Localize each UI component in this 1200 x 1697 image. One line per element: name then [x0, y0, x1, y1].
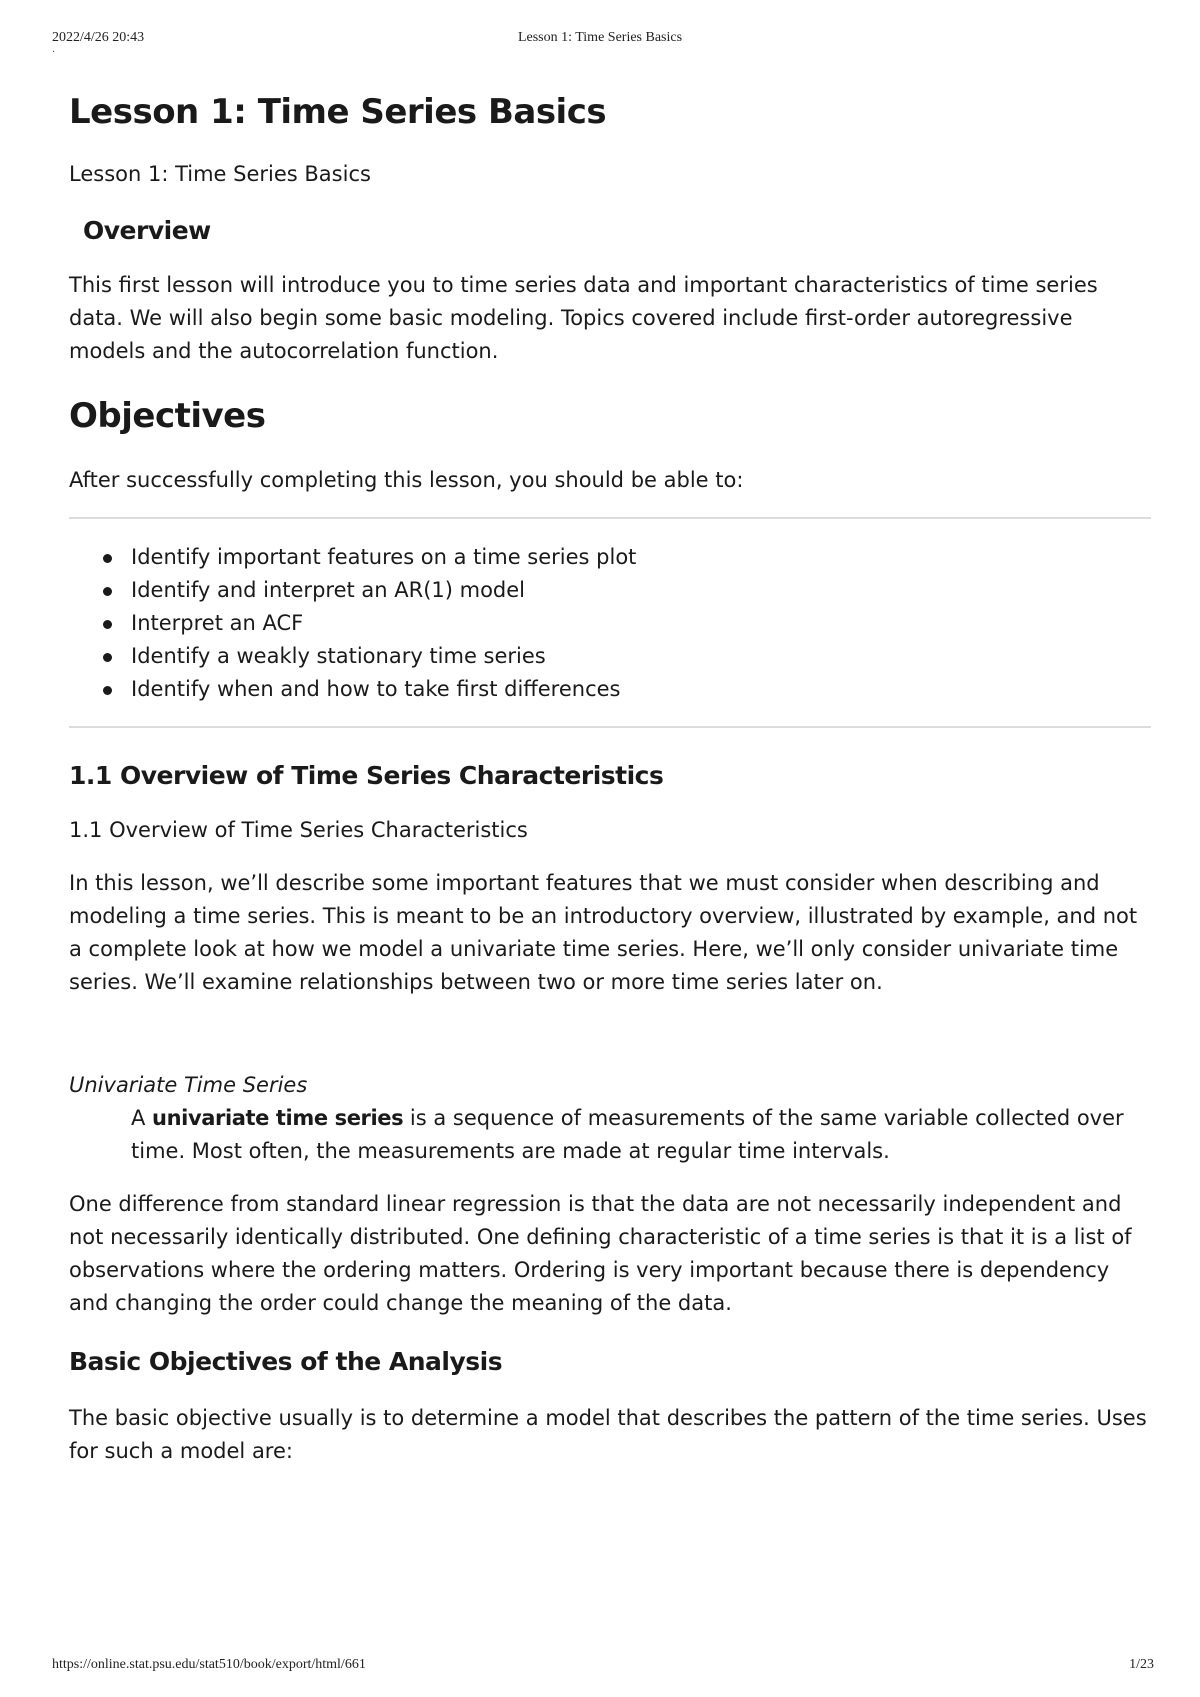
list-item: Interpret an ACF	[131, 607, 1149, 640]
print-title: Lesson 1: Time Series Basics	[517, 30, 683, 45]
section-1-1-paragraph: One difference from standard linear regression is that the data are not necessarily independent and not necessarily identically distributed. One defining characteristic of a time series is that it is a list of observations where the ordering matters. Ordering is very important because there is dependency and changing the order could change the meaning of the data.	[69, 1192, 1132, 1315]
lesson-content	[69, 88, 1149, 1468]
section-1-1-subtitle: 1.1 Overview of Time Series Characteristics	[69, 818, 528, 842]
basic-objectives-heading: Basic Objectives of the Analysis	[69, 1347, 503, 1376]
objectives-list	[69, 541, 1149, 706]
definition-block	[69, 1069, 1149, 1168]
objectives-heading: Objectives	[69, 396, 266, 436]
print-page-number: 1/23	[1129, 1657, 1154, 1672]
objectives-intro: After successfully completing this lesson, you should be able to:	[69, 468, 744, 492]
section-1-1-intro: In this lesson, we’ll describe some important features that we must consider when describing and modeling a time series. This is meant to be an introductory overview, illustrated by example, and not a complete look at how we model a univariate time series. Here, we’ll only consider univariate time series. We’ll examine relationships between two or more time series later on.	[69, 871, 1138, 994]
definition-title: Univariate Time Series	[69, 1073, 308, 1097]
print-url: https://online.stat.psu.edu/stat510/book/export/html/661	[52, 1657, 366, 1672]
print-footer	[0, 1657, 1200, 1677]
page-subtitle: Lesson 1: Time Series Basics	[69, 162, 371, 186]
section-1-1-heading: 1.1 Overview of Time Series Characteristics	[69, 761, 664, 790]
print-datetime: 2022/4/26 20:43	[52, 30, 145, 45]
list-item: Identify important features on a time series plot	[131, 541, 1149, 574]
definition-term: univariate time series	[152, 1106, 404, 1130]
definition-text: is a sequence of measurements of the same variable collected over time. Most often, the measurements are made at regular time intervals.	[131, 1106, 1124, 1163]
page-title: Lesson 1: Time Series Basics	[69, 92, 607, 132]
print-header	[0, 30, 1200, 50]
list-item: Identify when and how to take first differences	[131, 673, 1149, 706]
overview-heading: Overview	[83, 216, 211, 245]
definition-prefix: A	[131, 1106, 153, 1130]
list-item: Identify and interpret an AR(1) model	[131, 574, 1149, 607]
list-item: Identify a weakly stationary time series	[131, 640, 1149, 673]
basic-objectives-text: The basic objective usually is to determine a model that describes the pattern of the time series. Uses for such a model are:	[69, 1406, 1147, 1463]
definition-body	[69, 1102, 1149, 1168]
overview-text: This first lesson will introduce you to time series data and important characteristics of time series data. We will also begin some basic modeling. Topics covered include first-order autoregressive models and the autocorrelation function.	[69, 273, 1098, 363]
header-dot: .	[52, 44, 56, 55]
